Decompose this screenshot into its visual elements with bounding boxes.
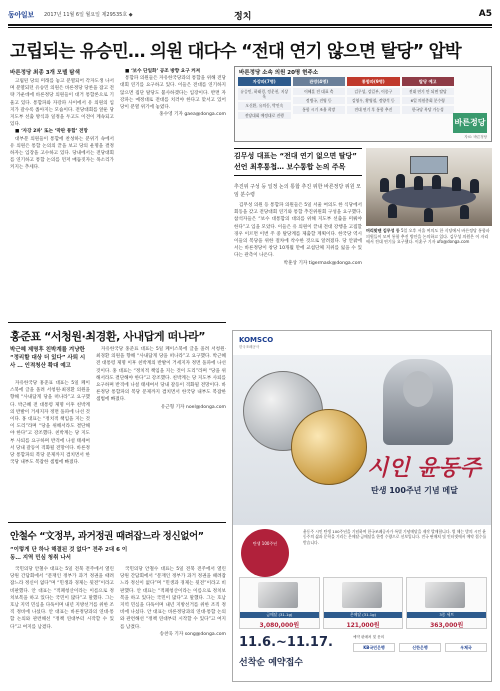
banks-note: 예약 판매처 및 문의 xyxy=(353,635,385,639)
section-divider xyxy=(8,522,226,523)
ad-brand-sub: 한국조폐공사 xyxy=(239,345,260,349)
photo-caption xyxy=(366,228,492,245)
poet-face xyxy=(403,371,433,407)
infobox-column xyxy=(238,77,291,121)
reservation-label: 선착순 예약접수 xyxy=(239,658,303,668)
article3-body: 국민의당 안철수 대표는 5일 전북 전주에서 열린 당원 간담회에서 “문재인 정부가 과거 정권을 때려잡느라 정신이 없다”며 “민생과 경제는 뒷전”이라고 비판했다. 안 대표는 “적폐청산이라는 이름으로 정치보복을 하고 있다는 국민이 많다”고 말했다. 그는 호남 지역 민심을 다독이며 내년 지방선거를 위한 조직 정비에 나섰다. 안 대표는 바른정당과의 연대·통합 논의와 관련해선 “정책 연대부터 시작할 수 있다”고 여지를 남겼다. xyxy=(10,567,114,630)
infobox-column xyxy=(347,77,400,121)
lead-byline: 바른정당 최종 3개 모델 탐색 xyxy=(10,70,80,76)
bank-shinhan[interactable]: 신한은행 xyxy=(399,643,441,652)
infobox-column-header: 관망(4명) xyxy=(293,77,346,86)
article3-column-2 xyxy=(120,566,226,684)
gold-medal-image xyxy=(291,409,367,485)
photo-person xyxy=(424,208,433,222)
mid-reporter: 박훈상 기자 tigermask@donga.com xyxy=(283,260,362,266)
infobox-title: 바른정당 소속 의원 20명 현주소 xyxy=(239,70,319,76)
article3-deck: “이렇게 단 하나 해결된 것 없다” 전주 2대 6 이동… 지역 민심 청취 나서 xyxy=(10,547,128,561)
bank-row xyxy=(353,643,487,652)
lead-subhead-2: ■ ‘보수 단일화’ 공조 방향 요구 커져 xyxy=(125,69,201,74)
product-card[interactable] xyxy=(406,577,487,629)
anniversary-seal: 탄생 100주년 xyxy=(241,529,289,577)
photo-person xyxy=(452,177,461,191)
mid-headline: 김무성 대표는 “전대 연기 없으면 탈당” 선언 최후통첩… 보수통합 논의 주목 xyxy=(234,148,362,176)
infobox-column xyxy=(293,77,346,121)
masthead-rule xyxy=(8,24,492,26)
infobox-item: 김무성, 강길부, 이종구 xyxy=(347,88,400,95)
caption-title: 머리맞댄 김무성 등 xyxy=(366,228,400,233)
medal-advertisement[interactable] xyxy=(232,330,492,682)
infobox-item: 정병국, 진영 등 xyxy=(293,97,346,104)
product-name: 은메달 (31.1g) xyxy=(324,612,403,618)
infobox-item: 통합 시기 조율 희망 xyxy=(293,106,346,113)
photo-person xyxy=(470,179,479,193)
article3-column-1 xyxy=(10,566,114,684)
product-image xyxy=(425,582,465,608)
mid-body: 김무성 의원 등 통합파 의원들은 5일 서울 여의도 한 식당에서 회동을 갖고 전당대회 연기와 통합 추진위원회 구성을 요구했다. 참석자들은 “보수 대통합의 대의를 위해 지도부 선출을 미뤄야 한다”고 입을 모았다. 이들은 유 의원이 끝내 전대 강행을 고집할 경우 이르면 이번 주 중 탈당계를 제출할 계획이다. 한국당 역시 이들의 복당을 위한 절차에 착수한 것으로 알려졌다. 당 안팎에서는 바른정당이 창당 10개월 만에 교섭단체 지위를 잃을 수 있다는 관측이 나온다. xyxy=(234,203,362,259)
product-name: 3종 세트 xyxy=(407,612,486,618)
ad-title: 시인 윤동주 xyxy=(367,455,481,481)
photo-person xyxy=(380,178,389,192)
infobox-item: 오신환, 유의동, 박인숙 xyxy=(238,102,291,109)
newspaper-logo: 동아일보 xyxy=(8,11,34,19)
lead-body-3: 통합파 의원들은 자유한국당과의 통합을 위해 전당대회 연기를 요구하고 있다. 이들은 전대를 연기하지 않으면 집단 탈당도 불사하겠다는 입장이다. 반면 자강파는 예정대로 전대를 치러야 한다고 맞서고 있어 당이 분열 위기에 놓였다. xyxy=(120,76,226,111)
infobox-source: 자료: 바른정당 xyxy=(464,135,487,139)
infobox-item: 전당대회 예정대로 진행 xyxy=(238,112,291,119)
ad-subtitle: 탄생 100주년 기념 메달 xyxy=(371,486,458,495)
lead-body-2: 대부분 의원들이 통합에 찬성하는 분위기 속에서 유 의원은 통합 논의의 끝을 보고 당의 운명을 결정하자는 입장을 고수하고 있다. 당내에서는 전당대회를 연기하고 통합 논의를 먼저 매듭짓자는 목소리가 커지는 추세다. xyxy=(10,136,114,171)
photo-person xyxy=(432,175,441,189)
article3-headline: 안철수 “文정부, 과거정권 때려잡느라 정신없어” xyxy=(10,531,204,542)
infobox-column-header: 통합파(9명) xyxy=(347,77,400,86)
sales-channels xyxy=(353,635,487,652)
bank-kb[interactable]: KB국민은행 xyxy=(353,643,395,652)
product-image xyxy=(258,582,298,608)
infobox-columns xyxy=(238,77,454,121)
caption-text: 5일 오후 서울 여의도 한 식당에서 바른정당 통합파 의원들이 모여 통합 추진 방안을 논의하고 있다. 김무성 의원은 이 자리에서 전대 연기를 요구했다. 이훈구 기자 ufo@donga.com xyxy=(366,228,490,245)
lead-column-2 xyxy=(120,68,226,314)
photo-screen xyxy=(410,156,448,174)
photo-person xyxy=(396,174,405,188)
infobox-column-header: 자강파(7명) xyxy=(238,77,291,86)
reservation-dates: 11.6.~11.17. xyxy=(239,635,333,650)
infobox-item: 김영우, 황영철, 정양석 등 xyxy=(347,97,400,104)
product-price: 3,080,000원 xyxy=(259,622,300,629)
photo-person xyxy=(414,176,423,190)
photo-person xyxy=(388,204,397,218)
issue-date: 2017년 11월 6일 월요일 제29535호 ◆ xyxy=(44,12,133,18)
mid-column xyxy=(234,202,362,326)
section-divider xyxy=(8,322,226,323)
infobox-item: 6일 의원총회 분수령 xyxy=(402,97,455,104)
article2-headline: 홍준표 “서청원·최경환, 사내답게 떠나라” xyxy=(10,330,206,343)
product-name: 금메달 (31.1g) xyxy=(240,612,319,618)
party-badge: 바른정당 xyxy=(453,113,487,133)
section-label: 정치 xyxy=(234,12,252,22)
article3-reporter: 송찬욱 기자 song@donga.com xyxy=(159,631,226,637)
lead-subhead-1: ■ ‘자강 2파’ 또는 ‘막판 통합’ 전망 xyxy=(15,129,88,135)
bank-post[interactable]: 우체국 xyxy=(445,643,487,652)
masthead-rule-thin xyxy=(8,27,492,28)
infobox-item: 전대 연기 안 되면 탈당 xyxy=(402,88,455,95)
product-price: 121,000원 xyxy=(346,622,380,629)
infobox-item: 한국당 복당 가능성 xyxy=(402,106,455,113)
infobox-item: 유승민, 하태경, 정운천, 지상욱 xyxy=(238,88,291,100)
meeting-photo xyxy=(366,148,492,226)
lead-body: 고립된 당의 미래를 놓고 분열되어 각자도생 나서며 분열되던 유승민 의원은 바른정당 당론을 잡고 전략 가운데에 바른정당 의원들이 대거 통합론으로 기울고 있다. 통합파와 자강파 사이에서 유 의원의 입지가 갈수록 좁아지는 모습이다. 전당대회를 앞둔 당 지도부 선출 방식과 일정을 두고도 이견이 계속되고 있다. xyxy=(10,79,114,128)
article2-column-2 xyxy=(96,346,226,518)
infobox-item: 전대 연기 후 통합 추진 xyxy=(347,106,400,113)
article2-deck: 박근혜 제명후 친박계를 겨냥한 “정리할 대상 더 있다” 사퇴 시사 … 인적청산 확대 예고 xyxy=(10,347,86,369)
article2-reporter: 유근형 기자 noel@donga.com xyxy=(160,404,226,410)
product-card[interactable] xyxy=(239,577,320,629)
infobox-item: 이혜훈 전 대표 측 xyxy=(293,88,346,95)
infobox-column xyxy=(402,77,455,121)
infobox-column-header: 탈당 예고 xyxy=(402,77,455,86)
ad-info: 윤동주 시인 탄생 100주년을 기념하여 한국조폐공사가 특별 기념메달을 제작 발매합니다. 별 헤는 밤의 시인 윤동주의 삶과 문학을 기리는 은메달·금메달을 한정 수량으로 선보입니다. 전국 판매처 및 인터넷에서 예약 접수를 받습니다. xyxy=(303,529,487,545)
article2-body: 자유한국당 홍준표 대표는 5일 페이스북에 글을 올려 서청원·최경환 의원을 향해 “사내답게 당을 떠나라”고 요구했다. 박근혜 전 대통령 제명 이후 친박계의 반발이 거세지자 정면 돌파에 나선 것이다. 홍 대표는 “정치적 책임을 지는 것이 도리”라며 “당을 위해서라도 결단해야 한다”고 강조했다. 친박계는 당 지도부 사퇴를 요구하며 반격에 나설 태세여서 당내 갈등이 격화될 전망이다. 바른정당 통합파의 복당 문제까지 겹치면서 한국당 내부도 복잡한 셈법에 빠졌다. xyxy=(10,381,90,466)
faction-infobox xyxy=(234,66,492,142)
lead-reporter: 홍수영 기자 gaea@donga.com xyxy=(159,112,226,118)
product-price: 363,000원 xyxy=(430,622,464,629)
product-list xyxy=(239,577,487,629)
lead-column-1 xyxy=(10,78,114,314)
page-number: A5 xyxy=(478,9,492,19)
article2-body-cont: 자유한국당 홍준표 대표는 5일 페이스북에 글을 올려 서청원·최경환 의원을 향해 “사내답게 당을 떠나라”고 요구했다. 박근혜 전 대통령 제명 이후 친박계의 반발이 거세지자 정면 돌파에 나선 것이다. 홍 대표는 “정치적 책임을 지는 것이 도리”라며 “당을 위해서라도 결단해야 한다”고 강조했다. 친박계는 당 지도부 사퇴를 요구하며 반격에 나설 태세여서 당내 갈등이 격화될 전망이다. 바른정당 통합파의 복당 문제까지 겹치면서 한국당 내부도 복잡한 셈법에 빠졌다. xyxy=(96,347,226,403)
photo-person xyxy=(460,205,469,219)
article2-column-1 xyxy=(10,380,90,518)
article3-body-cont: 국민의당 안철수 대표는 5일 전북 전주에서 열린 당원 간담회에서 “문재인 정부가 과거 정권을 때려잡느라 정신이 없다”며 “민생과 경제는 뒷전”이라고 비판했다. 안 대표는 “적폐청산이라는 이름으로 정치보복을 하고 있다는 국민이 많다”고 말했다. 그는 호남 지역 민심을 다독이며 내년 지방선거를 위한 조직 정비에 나섰다. 안 대표는 바른정당과의 연대·통합 논의와 관련해선 “정책 연대부터 시작할 수 있다”고 여지를 남겼다. xyxy=(120,567,226,630)
product-card[interactable] xyxy=(323,577,404,629)
product-image xyxy=(342,582,382,608)
main-headline: 고립되는 유승민… 의원 대다수 “전대 연기 않으면 탈당” 압박 xyxy=(10,42,461,62)
mid-deck: 추진위 구성 등 일정 논의 통합 추진 위한 바른정당 위원 모임 분수령 xyxy=(234,184,361,198)
ad-brand: KOMSCO xyxy=(239,336,274,344)
